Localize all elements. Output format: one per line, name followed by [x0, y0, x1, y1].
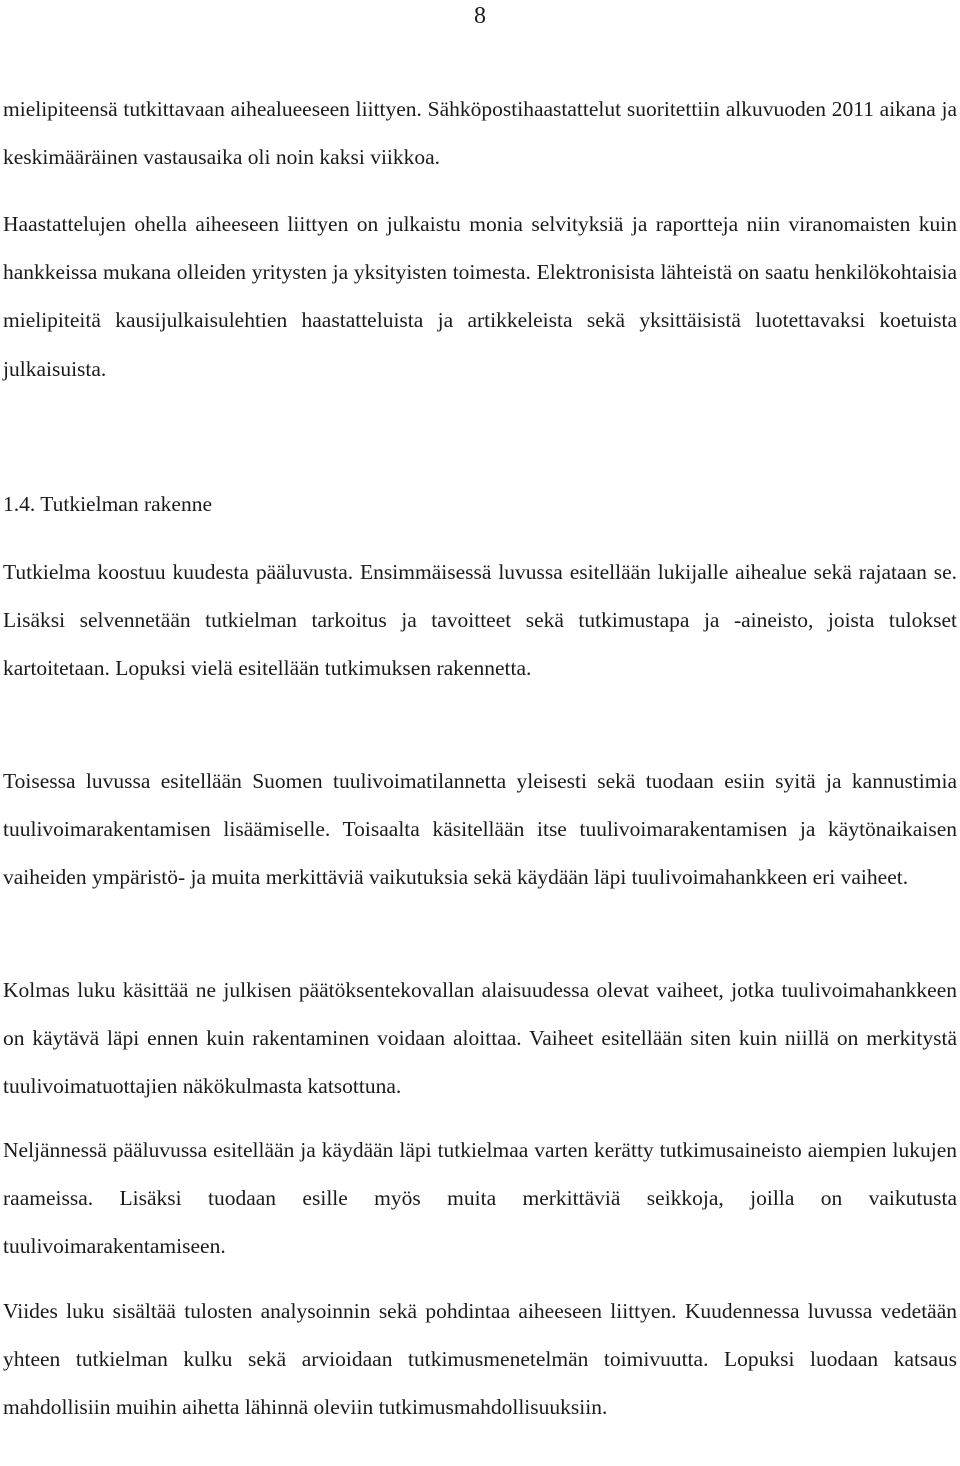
section-paragraph-1: Tutkielma koostuu kuudesta pääluvusta. Ensimmäisessä luvussa esitellään lukijalle aihealue sekä rajataan se. Lisäksi selvennetään tutkielman tarkoitus ja tavoitteet sekä tutkimustapa ja -aineisto, joista tulokset kartoitetaan. Lopuksi vielä esitellään tutkimuksen rakennetta.: [3, 560, 957, 681]
section-paragraph-3: Kolmas luku käsittää ne julkisen päätöksentekovallan alaisuudessa olevat vaiheet, jotka tuulivoimahankkeen on käytävä läpi ennen kuin rakentaminen voidaan aloittaa. Vaiheet esitellään siten kuin niillä on merkitystä tuulivoimatuottajien näkökulmasta katsottuna.: [3, 978, 957, 1099]
paragraph-2: Haastattelujen ohella aiheeseen liittyen on julkaistu monia selvityksiä ja raportteja niin viranomaisten kuin hankkeissa mukana olleiden yritysten ja yksityisten toimesta. Elektronisista lähteistä on saatu henkilökohtaisia mielipiteitä kausijulkaisulehtien haastatteluista ja artikkeleista sekä yksittäisistä luotettavaksi koetuista julkaisuista.: [3, 212, 957, 381]
section-paragraph-4: Neljännessä pääluvussa esitellään ja käydään läpi tutkielmaa varten kerätty tutkimusaineisto aiempien lukujen raameissa. Lisäksi tuodaan esille myös muita merkittäviä seikkoja, joilla on vaikutusta tuulivoimarakentamiseen.: [3, 1138, 957, 1259]
section-paragraph-2: Toisessa luvussa esitellään Suomen tuulivoimatilannetta yleisesti sekä tuodaan esiin syitä ja kannustimia tuulivoimarakentamisen lisäämiselle. Toisaalta käsitellään itse tuulivoimarakentamisen ja käytönaikaisen vaiheiden ympäristö- ja muita merkittäviä vaikutuksia sekä käydään läpi tuulivoimahankkeen eri vaiheet.: [3, 769, 957, 890]
section-heading: 1.4. Tutkielman rakenne: [3, 492, 213, 516]
paragraph-1: mielipiteensä tutkittavaan aihealueeseen liittyen. Sähköpostihaastattelut suoritettiin alkuvuoden 2011 aikana ja keskimääräinen vastausaika oli noin kaksi viikkoa.: [3, 97, 957, 170]
page-number: 8: [474, 3, 486, 29]
section-paragraph-5: Viides luku sisältää tulosten analysoinnin sekä pohdintaa aiheeseen liittyen. Kuudennessa luvussa vedetään yhteen tutkielman kulku sekä arvioidaan tutkimusmenetelmän toimivuutta. Lopuksi luodaan katsaus mahdollisiin muihin aihetta lähinnä oleviin tutkimusmahdollisuuksiin.: [3, 1299, 957, 1420]
